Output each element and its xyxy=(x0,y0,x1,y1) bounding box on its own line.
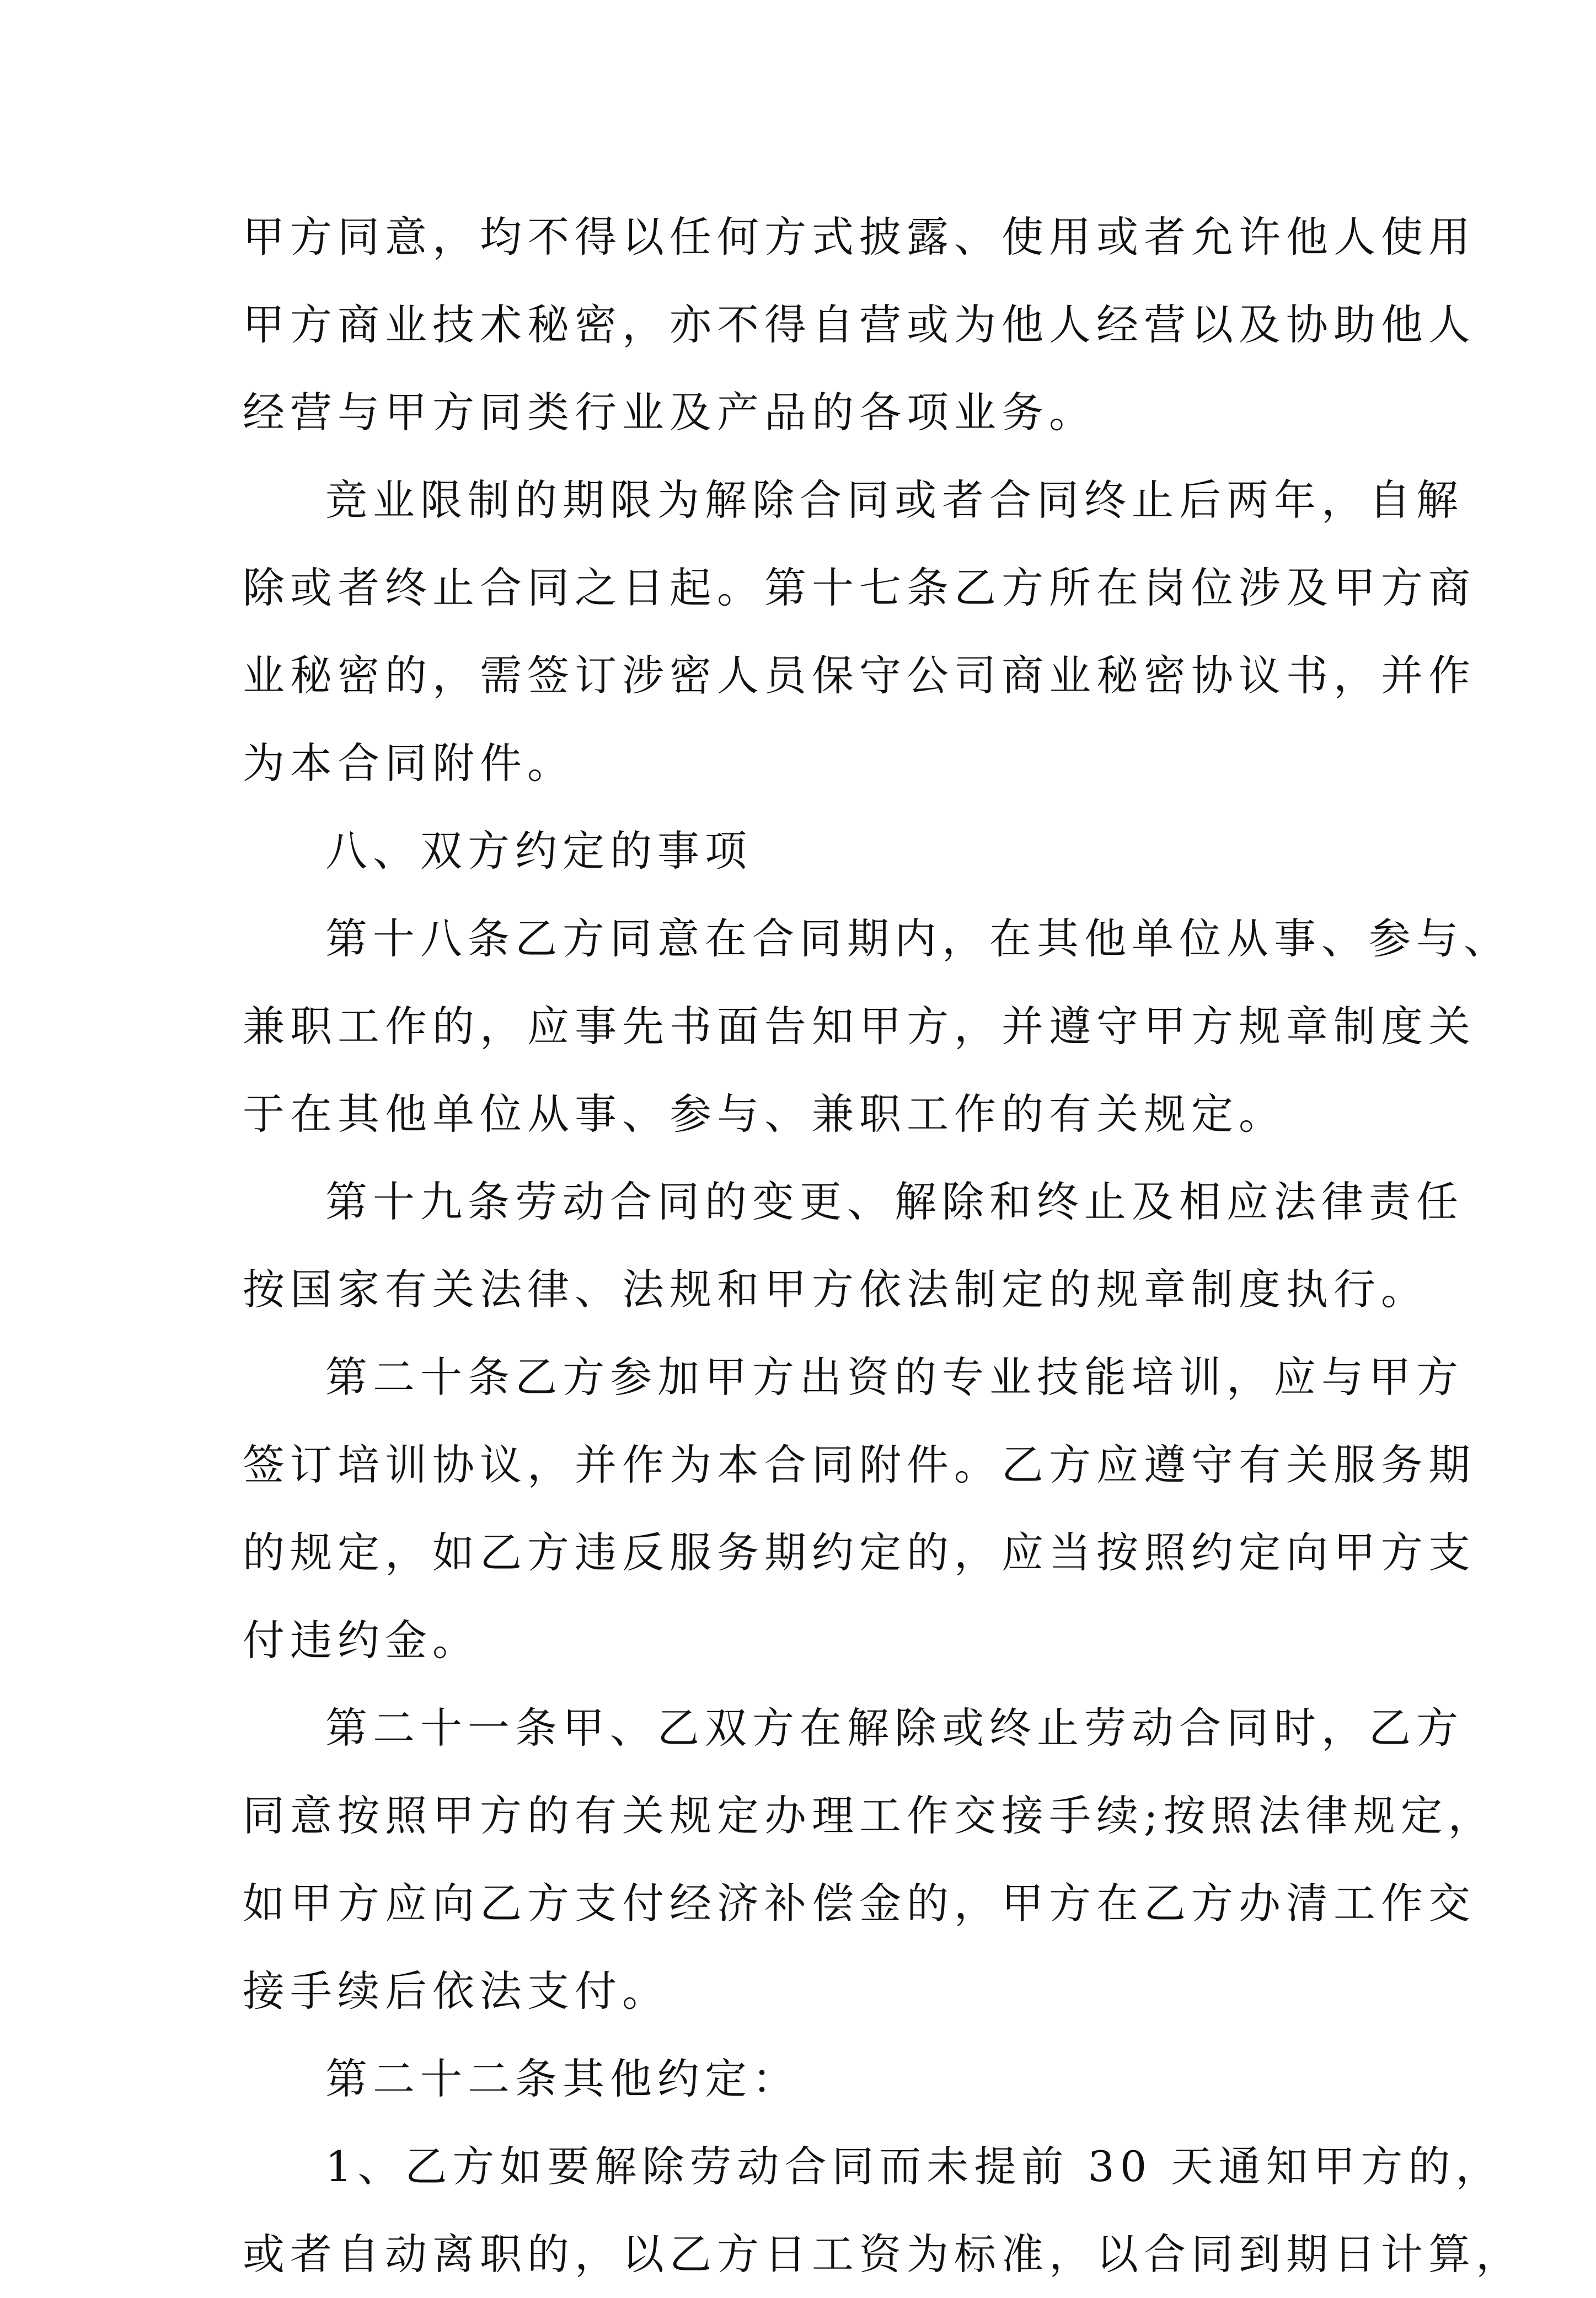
text-line: 兼职工作的，应事先书面告知甲方，并遵守甲方规章制度关 xyxy=(243,1002,1476,1051)
text-line: 或者自动离职的，以乙方日工资为标准，以合同到期日计算， xyxy=(243,2230,1523,2279)
text-line: 如甲方应向乙方支付经济补偿金的，甲方在乙方办清工作交 xyxy=(243,1879,1476,1928)
text-line: 第十八条乙方同意在合同期内，在其他单位从事、参与、 xyxy=(325,914,1511,963)
text-line: 第二十条乙方参加甲方出资的专业技能培训，应与甲方 xyxy=(325,1353,1464,1402)
text-line: 付违约金。 xyxy=(243,1616,480,1665)
text-line: 的规定，如乙方违反服务期约定的，应当按照约定向甲方支 xyxy=(243,1528,1476,1577)
text-line: 1、乙方如要解除劳动合同而未提前 30 天通知甲方的， xyxy=(325,2142,1503,2191)
text-line: 第二十一条甲、乙双方在解除或终止劳动合同时，乙方 xyxy=(325,1703,1464,1752)
text-line: 除或者终止合同之日起。第十七条乙方所在岗位涉及甲方商 xyxy=(243,563,1476,612)
text-line: 按国家有关法律、法规和甲方依法制定的规章制度执行。 xyxy=(243,1265,1428,1314)
text-line: 同意按照甲方的有关规定办理工作交接手续;按照法律规定， xyxy=(243,1791,1496,1840)
text-line: 接手续后依法支付。 xyxy=(243,1966,670,2016)
text-line: 经营与甲方同类行业及产品的各项业务。 xyxy=(243,388,1096,437)
text-line: 业秘密的，需签订涉密人员保守公司商业秘密协议书，并作 xyxy=(243,651,1476,700)
text-line: 甲方商业技术秘密，亦不得自营或为他人经营以及协助他人 xyxy=(243,300,1476,349)
text-line: 签订培训协议，并作为本合同附件。乙方应遵守有关服务期 xyxy=(243,1440,1476,1489)
text-line: 为本合同附件。 xyxy=(243,739,575,788)
document-body xyxy=(243,193,1523,2298)
text-line: 甲方同意，均不得以任何方式披露、使用或者允许他人使用 xyxy=(243,212,1476,261)
text-line: 竞业限制的期限为解除合同或者合同终止后两年，自解 xyxy=(325,475,1464,525)
text-line: 第二十二条其他约定： xyxy=(325,2054,800,2103)
text-line: 于在其他单位从事、参与、兼职工作的有关规定。 xyxy=(243,1089,1286,1139)
section-heading: 八、双方约定的事项 xyxy=(325,826,752,875)
text-line: 第十九条劳动合同的变更、解除和终止及相应法律责任 xyxy=(325,1177,1464,1226)
